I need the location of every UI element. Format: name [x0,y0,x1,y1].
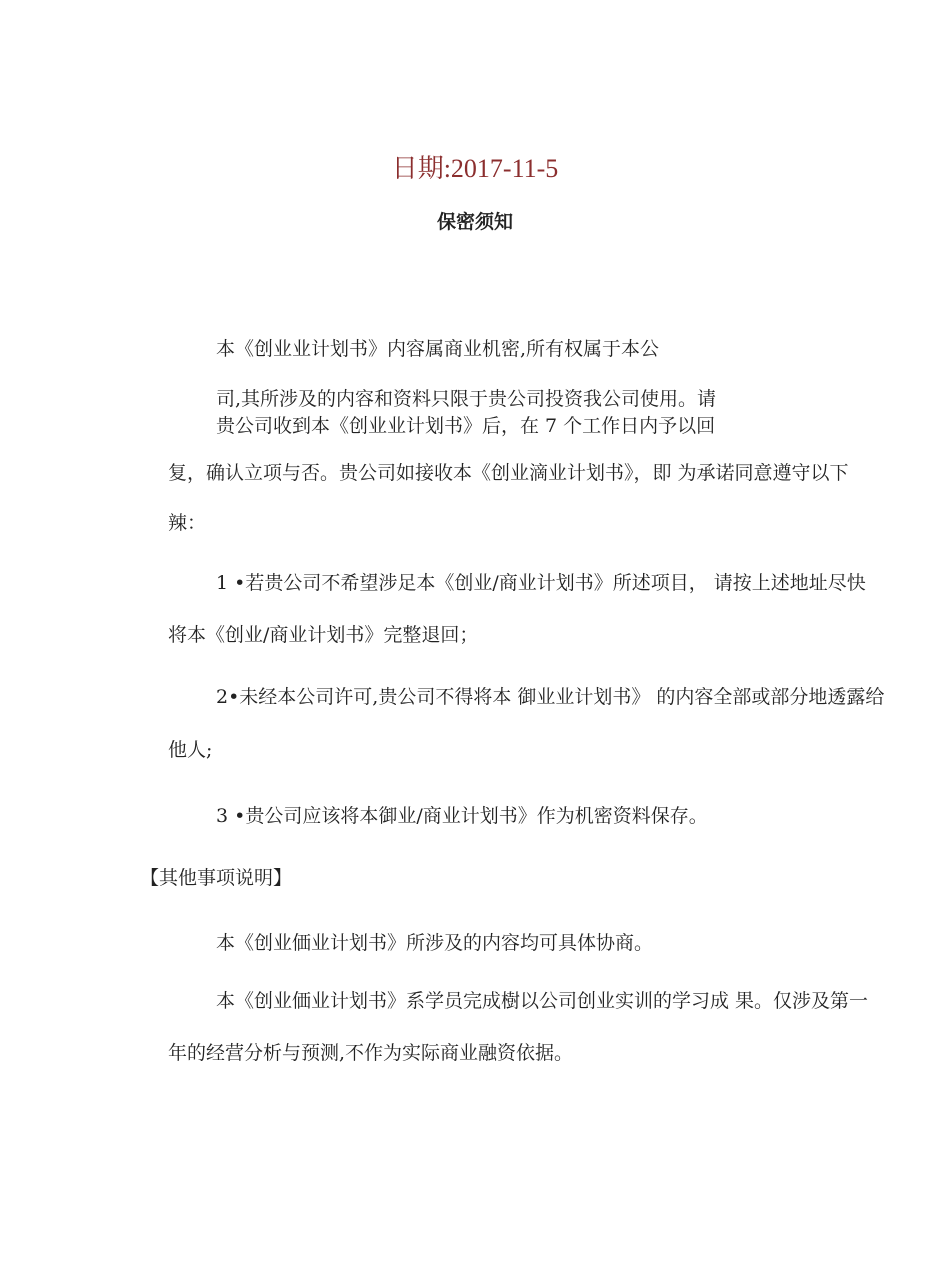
intro-line-4: 复，确认立项与否。贵公司如接收本《创业滴业计划书》，即 为承诺同意遵守以下 [168,462,849,484]
intro-line-5: 辣： [168,512,207,534]
intro-line-1: 本《创业业计划书》内容属商业机密,所有权属于本公 [216,338,660,360]
clause-2-line-1: 2•未经本公司许可,贵公司不得将本 御业业计划书》 的内容全部或部分地透露给 [216,686,885,708]
other-notes-line-2: 本《创业価业计划书》系学员完成樹以公司创业实训的学习成 果。仅涉及第一 [216,990,869,1012]
clause-1-line-2: 将本《创业/商业计划书》完整退回； [168,624,479,646]
document-date: 日期:2017-11-5 [391,154,559,183]
intro-line-2: 司,其所涉及的内容和资料只限于贵公司投资我公司使用。请 [216,388,717,410]
other-notes-line-1: 本《创业価业计划书》所涉及的内容均可具体协商。 [216,932,654,954]
other-notes-heading: 【其他事项说明】 [140,867,293,889]
clause-1-line-1: 1 •若贵公司不希望涉足本《创业/商业计划书》所述项目， 请按上述地址尽快 [216,572,866,594]
clause-2-line-2: 他人; [168,739,213,761]
intro-line-3: 贵公司收到本《创业业计划书》后，在 7 个工作日内予以回 [216,415,716,437]
other-notes-line-3: 年的经营分析与预测,不作为实际商业融资依据。 [168,1042,574,1064]
notice-title: 保密须知 [436,211,513,233]
clause-3: 3 •贵公司应该将本御业/商业计划书》作为机密资料保存。 [216,805,708,827]
